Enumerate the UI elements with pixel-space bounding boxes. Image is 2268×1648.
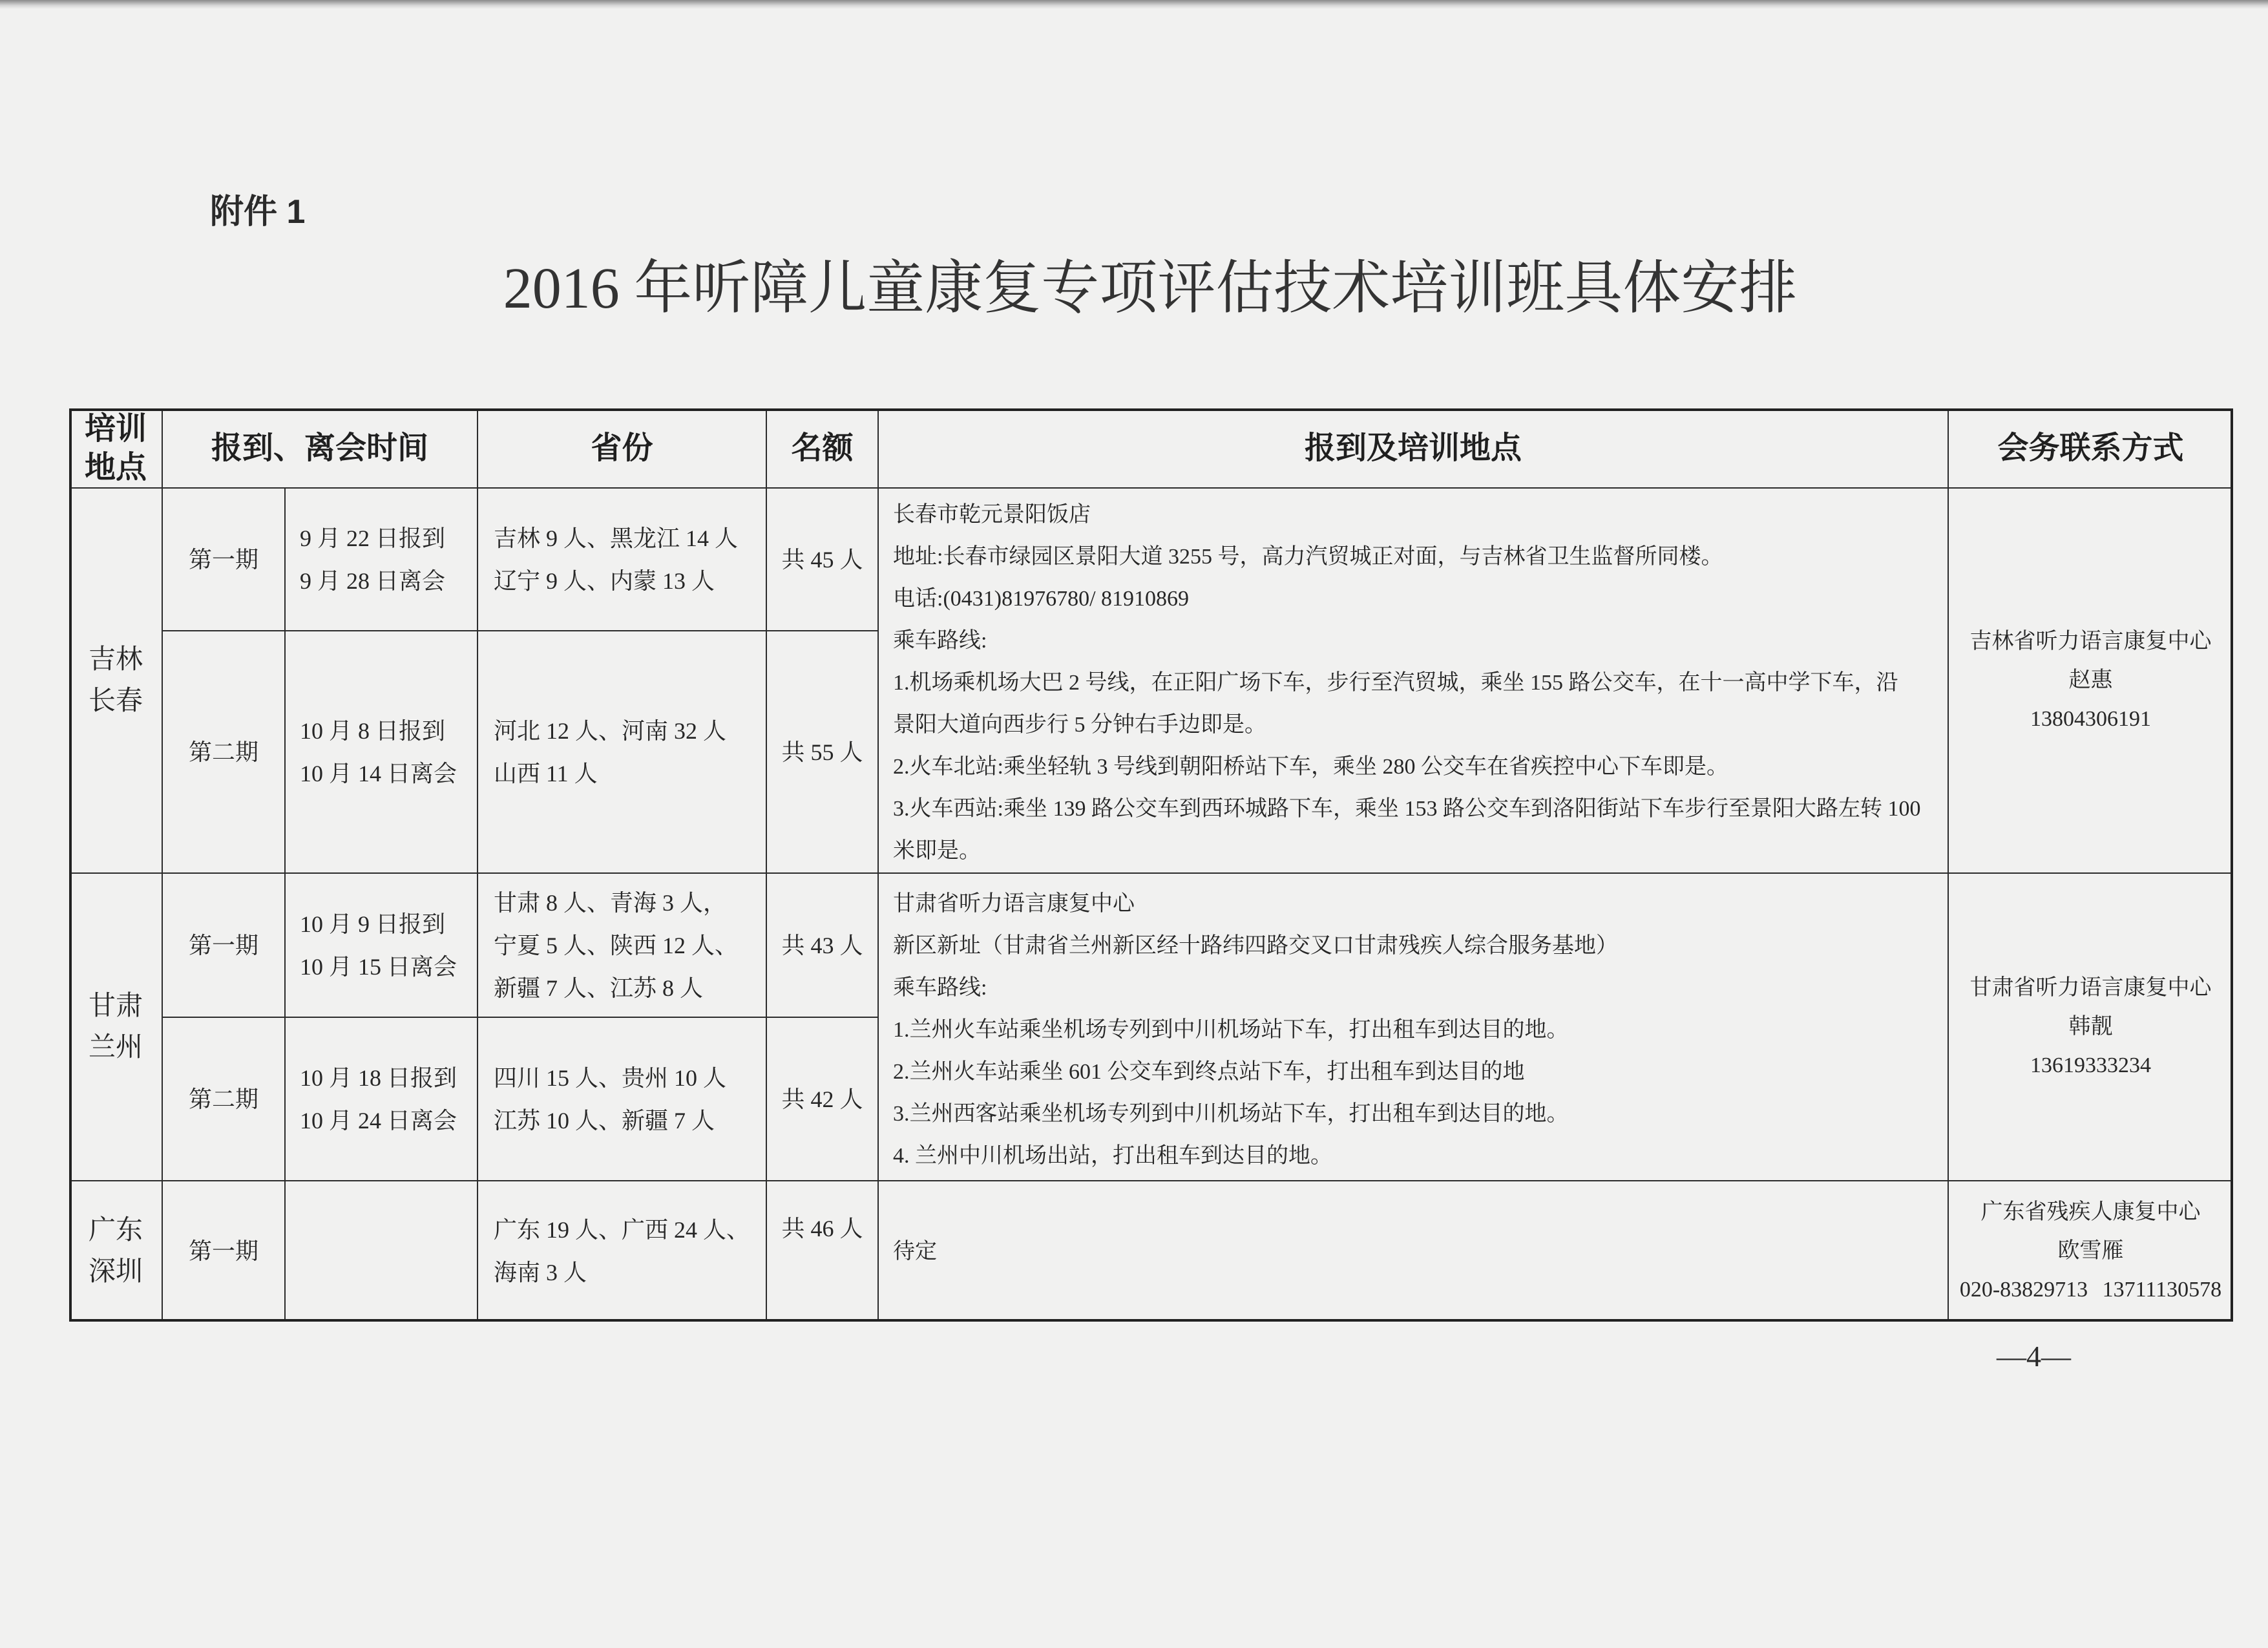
quota-value: 共 43 人: [781, 932, 863, 958]
date-line: 10 月 8 日报到: [300, 717, 446, 744]
venue-line: 长春市乾元景阳饭店: [893, 503, 1091, 527]
contact-cell: [1948, 1181, 2233, 1322]
venue-line: 1.兰州火车站乘坐机场专列到中川机场站下车，打出租车到达目的地。: [893, 1018, 1569, 1042]
contact-phone: 13619333234: [2030, 1053, 2151, 1077]
contact-org: 吉林省听力语言康复中心: [1969, 629, 2212, 653]
date-line: 10 月 18 日报到: [300, 1064, 457, 1091]
venue-line: 景阳大道向西步行 5 分钟右手边即是。: [893, 713, 1266, 737]
period-cell: [162, 488, 285, 631]
province-line: 河北 12 人、河南 32 人: [494, 717, 727, 744]
dates-cell: [285, 873, 478, 1017]
contact-cell: [1948, 488, 2233, 873]
venue-line: 2.火车北站:乘坐轻轨 3 号线到朝阳桥站下车，乘坐 280 公交车在省疾控中心下车即是。: [893, 755, 1728, 779]
header-venue-label: 报到及培训地点: [1304, 430, 1522, 465]
header-time: [162, 408, 478, 488]
venue-line: 甘肃省听力语言康复中心: [893, 892, 1135, 916]
dates-cell: [285, 488, 478, 631]
quota-cell: [766, 488, 878, 631]
attachment-label: 附件 1: [210, 193, 306, 231]
contact-phone: 020-83829713 13711130578: [1959, 1278, 2222, 1302]
province-line: 甘肃 8 人、青海 3 人，: [494, 889, 727, 916]
province-line: 四川 15 人、贵州 10 人: [494, 1064, 727, 1091]
page-number: —4—: [1997, 1340, 2071, 1373]
date-line: 10 月 14 日离会: [300, 760, 457, 787]
province-cell: [478, 1181, 766, 1322]
contact-phone: 13804306191: [2030, 707, 2151, 731]
venue-line: 2.兰州火车站乘坐 601 公交车到终点站下车，打出租车到达目的地: [893, 1060, 1525, 1084]
province-cell: [478, 631, 766, 873]
quota-value: 共 46 人: [781, 1216, 863, 1241]
header-time-label: 报到、离会时间: [211, 430, 428, 465]
header-location-line: 培训: [84, 411, 147, 446]
venue-line: 米即是。: [893, 839, 981, 863]
province-line: 江苏 10 人、新疆 7 人: [494, 1107, 715, 1134]
contact-person: 赵惠: [2068, 668, 2113, 692]
header-venue: [878, 408, 1948, 488]
quota-cell: [766, 873, 878, 1017]
header-location: [69, 408, 162, 488]
venue-line: 3.兰州西客站乘坐机场专列到中川机场站下车，打出租车到达目的地。: [893, 1102, 1569, 1126]
header-contact-label: 会务联系方式: [1997, 430, 2184, 465]
period-cell: [162, 1017, 285, 1181]
venue-line: 4. 兰州中川机场出站，打出租车到达目的地。: [893, 1144, 1332, 1168]
location-cell: [69, 873, 162, 1181]
header-province: [478, 408, 766, 488]
province-line: 吉林 9 人、黑龙江 14 人: [494, 525, 739, 551]
dates-cell: [285, 1181, 478, 1322]
venue-line: 地址:长春市绿园区景阳大道 3255 号，高力汽贸城正对面，与吉林省卫生监督所同楼。: [893, 545, 1723, 569]
venue-line: 新区新址（甘肃省兰州新区经十路纬四路交叉口甘肃残疾人综合服务基地）: [893, 934, 1618, 958]
venue-cell: [878, 873, 1948, 1181]
province-line: 新疆 7 人、江苏 8 人: [494, 975, 704, 1001]
header-contact: [1948, 408, 2233, 488]
period-label: 第二期: [188, 739, 258, 765]
venue-line: 乘车路线:: [893, 629, 987, 653]
location-line: 长春: [88, 686, 143, 716]
location-cell: [69, 1181, 162, 1322]
date-line: 9 月 28 日离会: [300, 567, 446, 594]
province-line: 辽宁 9 人、内蒙 13 人: [494, 567, 715, 594]
dates-cell: [285, 1017, 478, 1181]
venue-line: 1.机场乘机场大巴 2 号线，在正阳广场下车，步行至汽贸城，乘坐 155 路公交车，在十一高中学下车，沿: [893, 671, 1898, 695]
location-line: 深圳: [88, 1257, 143, 1287]
date-line: 10 月 24 日离会: [300, 1107, 457, 1134]
location-line: 广东: [88, 1216, 143, 1245]
venue-cell: [878, 488, 1948, 873]
venue-line: 待定: [893, 1239, 937, 1263]
quota-value: 共 45 人: [781, 546, 863, 573]
venue-cell: [878, 1181, 1948, 1322]
date-line: 9 月 22 日报到: [300, 525, 446, 551]
quota-cell: [766, 1181, 878, 1322]
contact-person: 欧雪雁: [2057, 1239, 2124, 1263]
header-location-line: 地点: [84, 450, 147, 485]
location-line: 吉林: [88, 645, 143, 675]
scan-edge: [0, 0, 2268, 9]
header-province-label: 省份: [591, 430, 653, 465]
province-line: 广东 19 人、广西 24 人、: [494, 1217, 750, 1243]
venue-line: 乘车路线:: [893, 976, 987, 1000]
header-quota-label: 名额: [791, 430, 854, 465]
period-label: 第一期: [188, 932, 258, 958]
period-label: 第一期: [188, 546, 258, 573]
location-cell: [69, 488, 162, 873]
province-cell: [478, 873, 766, 1017]
quota-value: 共 55 人: [781, 739, 863, 765]
province-line: 宁夏 5 人、陕西 12 人、: [494, 932, 739, 958]
province-line: 海南 3 人: [494, 1260, 587, 1285]
province-cell: [478, 1017, 766, 1181]
contact-person: 韩靓: [2068, 1015, 2113, 1039]
contact-org: 广东省残疾人康复中心: [1980, 1200, 2201, 1224]
quota-cell: [766, 631, 878, 873]
date-line: 10 月 15 日离会: [300, 953, 457, 980]
header-quota: [766, 408, 878, 488]
date-line: 10 月 9 日报到: [300, 911, 446, 937]
contact-org: 甘肃省听力语言康复中心: [1969, 976, 2212, 1000]
dates-cell: [285, 631, 478, 873]
period-cell: [162, 873, 285, 1017]
document-title: 2016 年听障儿童康复专项评估技术培训班具体安排: [503, 257, 1798, 321]
quota-cell: [766, 1017, 878, 1181]
period-cell: [162, 631, 285, 873]
venue-line: 电话:(0431)81976780/ 81910869: [893, 587, 1190, 611]
province-line: 山西 11 人: [494, 760, 598, 787]
contact-cell: [1948, 873, 2233, 1181]
quota-value: 共 42 人: [781, 1086, 863, 1112]
venue-line: 3.火车西站:乘坐 139 路公交车到西环城路下车，乘坐 153 路公交车到洛阳街站下车步行至景阳大路左转 100: [893, 797, 1921, 821]
location-line: 兰州: [88, 1033, 143, 1062]
period-cell: [162, 1181, 285, 1322]
location-line: 甘肃: [88, 991, 143, 1021]
period-label: 第一期: [188, 1238, 258, 1264]
period-label: 第二期: [188, 1086, 258, 1112]
province-cell: [478, 488, 766, 631]
